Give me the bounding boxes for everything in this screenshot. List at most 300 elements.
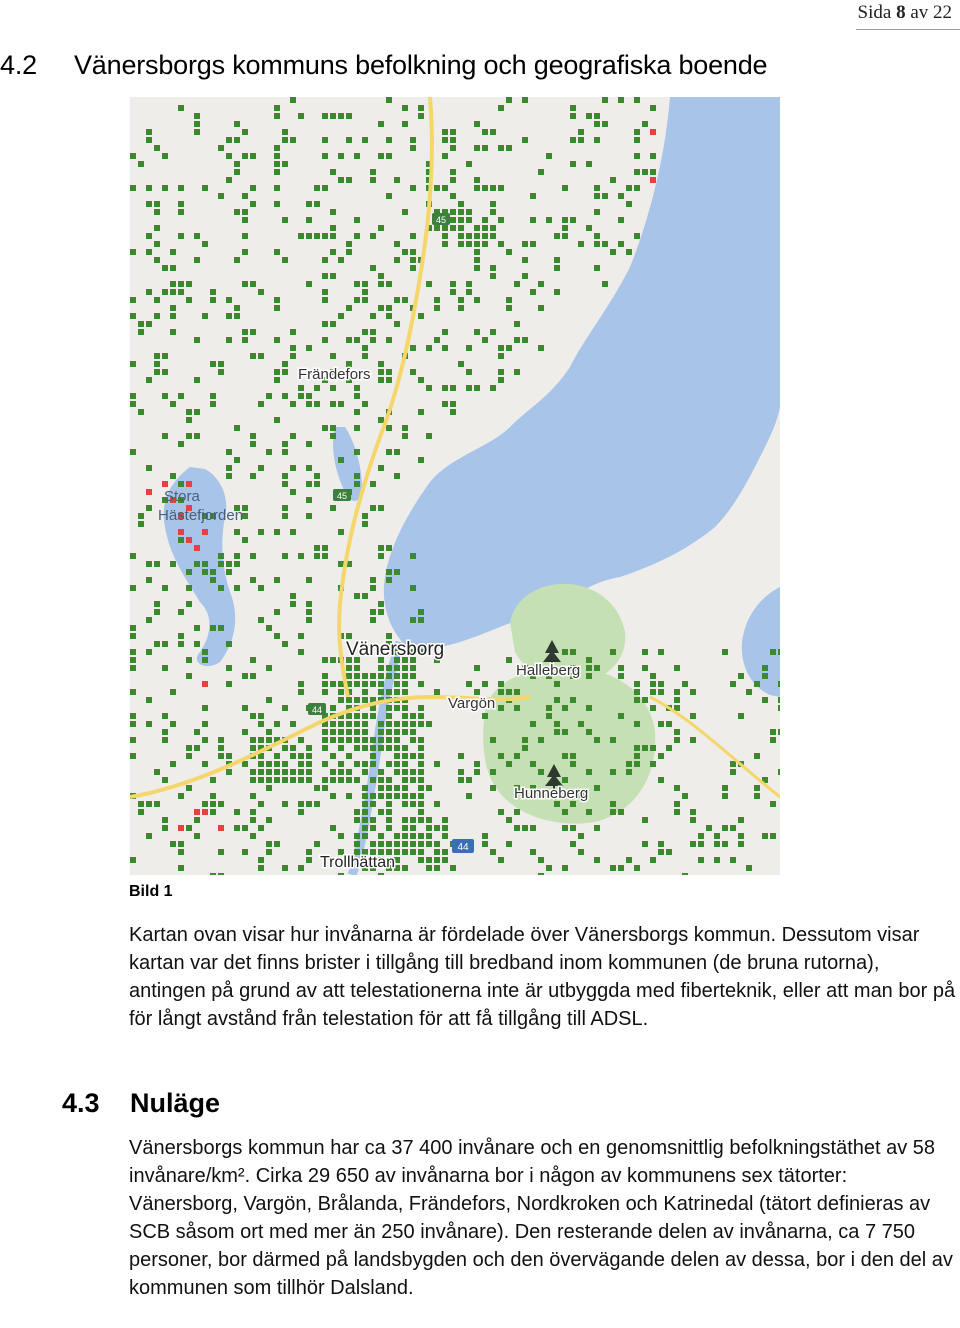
- population-cell: [314, 785, 320, 791]
- population-cell: [594, 113, 600, 119]
- population-cell: [418, 705, 424, 711]
- population-cell: [250, 657, 256, 663]
- population-cell: [138, 329, 144, 335]
- population-cell: [146, 185, 152, 191]
- population-cell: [562, 225, 568, 231]
- population-cell: [178, 209, 184, 215]
- population-cell: [370, 673, 376, 679]
- population-cell: [162, 665, 168, 671]
- population-cell: [146, 137, 152, 143]
- population-cell: [282, 137, 288, 143]
- population-cell: [402, 825, 408, 831]
- population-cell: [346, 249, 352, 255]
- population-cell: [370, 841, 376, 847]
- population-cell: [410, 617, 416, 623]
- population-cell: [322, 689, 328, 695]
- population-cell: [218, 753, 224, 759]
- population-cell: [402, 209, 408, 215]
- population-cell: [306, 849, 312, 855]
- population-cell: [274, 753, 280, 759]
- population-cell: [530, 849, 536, 855]
- population-cell: [602, 121, 608, 127]
- population-cell: [506, 841, 512, 847]
- population-cell: [226, 449, 232, 455]
- population-cell: [266, 849, 272, 855]
- population-cell: [442, 817, 448, 823]
- population-cell: [330, 729, 336, 735]
- population-cell: [242, 233, 248, 239]
- subsection-title: Nuläge: [130, 1088, 221, 1118]
- population-cell: [378, 121, 384, 127]
- population-cell: [490, 273, 496, 279]
- population-cell: [258, 529, 264, 535]
- population-cell: [186, 601, 192, 607]
- population-cell: [250, 281, 256, 287]
- population-cell: [442, 153, 448, 159]
- population-cell: [562, 753, 568, 759]
- population-cell: [658, 841, 664, 847]
- population-cell: [402, 121, 408, 127]
- population-cell: [282, 513, 288, 519]
- population-cell: [250, 769, 256, 775]
- population-cell: [474, 257, 480, 263]
- population-cell: [650, 761, 656, 767]
- population-cell: [386, 137, 392, 143]
- population-cell: [506, 761, 512, 767]
- population-cell: [354, 481, 360, 487]
- population-cell: [306, 777, 312, 783]
- population-cell: [690, 841, 696, 847]
- population-cell: [274, 529, 280, 535]
- population-cell: [202, 561, 208, 567]
- population-cell: [194, 625, 200, 631]
- population-cell: [218, 369, 224, 375]
- population-cell: [362, 689, 368, 695]
- population-cell: [218, 873, 224, 875]
- population-cell: [778, 705, 780, 711]
- population-cell: [210, 793, 216, 799]
- population-cell: [682, 681, 688, 687]
- population-cell: [234, 825, 240, 831]
- population-cell: [306, 497, 312, 503]
- population-cell: [354, 777, 360, 783]
- population-cell: [442, 329, 448, 335]
- population-cell: [298, 865, 304, 871]
- population-cell: [386, 713, 392, 719]
- population-cell: [658, 777, 664, 783]
- population-cell: [490, 209, 496, 215]
- population-cell: [442, 137, 448, 143]
- population-cell: [714, 841, 720, 847]
- population-cell: [426, 721, 432, 727]
- population-cell: [522, 825, 528, 831]
- population-cell: [410, 145, 416, 151]
- population-cell: [498, 241, 504, 247]
- population-cell: [146, 801, 152, 807]
- population-cell: [186, 481, 192, 487]
- population-cell: [474, 249, 480, 255]
- population-cell: [210, 777, 216, 783]
- population-cell: [186, 673, 192, 679]
- population-cell: [602, 193, 608, 199]
- population-cell: [290, 489, 296, 495]
- population-cell: [426, 281, 432, 287]
- population-cell: [466, 241, 472, 247]
- population-cell: [770, 801, 776, 807]
- population-cell: [330, 793, 336, 799]
- population-cell: [290, 721, 296, 727]
- population-cell: [298, 113, 304, 119]
- population-cell: [634, 169, 640, 175]
- population-cell: [514, 705, 520, 711]
- population-cell: [210, 361, 216, 367]
- population-cell: [226, 137, 232, 143]
- population-cell: [162, 737, 168, 743]
- population-cell: [442, 825, 448, 831]
- population-cell: [322, 553, 328, 559]
- population-cell: [242, 281, 248, 287]
- population-cell: [162, 289, 168, 295]
- population-cell: [530, 721, 536, 727]
- population-cell: [138, 321, 144, 327]
- population-cell: [650, 153, 656, 159]
- population-cell: [178, 201, 184, 207]
- population-cell: [202, 185, 208, 191]
- population-cell: [730, 857, 736, 863]
- population-cell: [562, 777, 568, 783]
- population-cell: [754, 681, 760, 687]
- population-cell: [274, 377, 280, 383]
- svg-text:45: 45: [435, 215, 447, 225]
- label-stora: Stora: [164, 488, 200, 505]
- population-cell: [370, 329, 376, 335]
- population-cell: [370, 761, 376, 767]
- population-cell: [354, 729, 360, 735]
- population-cell: [738, 833, 744, 839]
- population-cell: [162, 481, 168, 487]
- population-cell: [402, 785, 408, 791]
- population-cell: [338, 833, 344, 839]
- population-cell: [194, 729, 200, 735]
- population-cell: [250, 817, 256, 823]
- population-cell: [722, 841, 728, 847]
- population-cell: [506, 145, 512, 151]
- population-cell: [378, 281, 384, 287]
- population-cell: [770, 833, 776, 839]
- population-cell: [674, 697, 680, 703]
- population-cell: [514, 369, 520, 375]
- population-cell: [282, 801, 288, 807]
- population-cell: [394, 833, 400, 839]
- population-cell: [466, 209, 472, 215]
- population-cell: [490, 233, 496, 239]
- population-cell: [450, 401, 456, 407]
- population-cell: [594, 137, 600, 143]
- population-cell: [466, 385, 472, 391]
- road-shield-44-south: [452, 839, 474, 853]
- population-cell: [674, 729, 680, 735]
- population-cell: [354, 681, 360, 687]
- population-cell: [330, 209, 336, 215]
- population-cell: [138, 521, 144, 527]
- population-cell: [362, 745, 368, 751]
- population-cell: [130, 857, 136, 863]
- population-cell: [562, 825, 568, 831]
- population-cell: [402, 865, 408, 871]
- population-cell: [218, 625, 224, 631]
- population-cell: [194, 809, 200, 815]
- population-cell: [290, 353, 296, 359]
- population-cell: [362, 833, 368, 839]
- population-cell: [418, 377, 424, 383]
- population-cell: [362, 721, 368, 727]
- population-cell: [458, 753, 464, 759]
- population-cell: [418, 809, 424, 815]
- population-cell: [426, 785, 432, 791]
- population-cell: [418, 713, 424, 719]
- population-cell: [522, 137, 528, 143]
- population-cell: [626, 249, 632, 255]
- population-cell: [306, 753, 312, 759]
- population-cell: [242, 825, 248, 831]
- population-cell: [138, 409, 144, 415]
- population-cell: [338, 153, 344, 159]
- population-cell: [490, 185, 496, 191]
- population-cell: [618, 713, 624, 719]
- population-cell: [570, 113, 576, 119]
- population-cell: [354, 721, 360, 727]
- population-cell: [362, 681, 368, 687]
- population-cell: [370, 233, 376, 239]
- population-cell: [658, 681, 664, 687]
- population-cell: [370, 753, 376, 759]
- population-cell: [354, 233, 360, 239]
- population-cell: [386, 425, 392, 431]
- population-cell: [322, 113, 328, 119]
- population-cell: [242, 153, 248, 159]
- population-cell: [322, 777, 328, 783]
- population-cell: [354, 217, 360, 223]
- population-cell: [306, 769, 312, 775]
- population-cell: [170, 721, 176, 727]
- population-cell: [394, 297, 400, 303]
- population-cell: [410, 185, 416, 191]
- population-cell: [650, 673, 656, 679]
- population-cell: [394, 841, 400, 847]
- population-cell: [242, 849, 248, 855]
- population-cell: [274, 145, 280, 151]
- population-cell: [266, 761, 272, 767]
- population-cell: [578, 721, 584, 727]
- population-cell: [634, 185, 640, 191]
- population-cell: [506, 297, 512, 303]
- population-cell: [594, 265, 600, 271]
- population-cell: [370, 817, 376, 823]
- label-frandefors: Frändefors: [298, 366, 371, 383]
- population-cell: [482, 713, 488, 719]
- population-cell: [322, 289, 328, 295]
- population-cell: [370, 617, 376, 623]
- population-cell: [410, 233, 416, 239]
- population-cell: [698, 857, 704, 863]
- population-cell: [658, 753, 664, 759]
- population-cell: [378, 793, 384, 799]
- population-cell: [458, 361, 464, 367]
- population-cell: [482, 129, 488, 135]
- population-cell: [594, 857, 600, 863]
- population-cell: [154, 601, 160, 607]
- population-cell: [490, 329, 496, 335]
- population-cell: [410, 825, 416, 831]
- population-cell: [474, 297, 480, 303]
- population-cell: [458, 225, 464, 231]
- population-cell: [266, 737, 272, 743]
- population-cell: [562, 185, 568, 191]
- population-cell: [338, 721, 344, 727]
- population-cell: [330, 353, 336, 359]
- population-cell: [250, 433, 256, 439]
- population-cell: [378, 505, 384, 511]
- population-cell: [314, 473, 320, 479]
- population-cell: [578, 833, 584, 839]
- population-cell: [474, 233, 480, 239]
- population-cell: [386, 689, 392, 695]
- population-cell: [346, 305, 352, 311]
- population-cell: [234, 425, 240, 431]
- population-cell: [282, 393, 288, 399]
- population-cell: [178, 793, 184, 799]
- population-cell: [170, 313, 176, 319]
- population-cell: [562, 809, 568, 815]
- population-cell: [370, 481, 376, 487]
- population-cell: [474, 185, 480, 191]
- population-cell: [554, 289, 560, 295]
- population-cell: [330, 169, 336, 175]
- population-cell: [378, 465, 384, 471]
- population-cell: [730, 769, 736, 775]
- population-cell: [282, 865, 288, 871]
- population-cell: [274, 185, 280, 191]
- population-cell: [426, 833, 432, 839]
- population-cell: [314, 185, 320, 191]
- population-cell: [146, 617, 152, 623]
- population-cell: [434, 801, 440, 807]
- population-cell: [618, 241, 624, 247]
- population-cell: [474, 241, 480, 247]
- population-cell: [282, 481, 288, 487]
- population-cell: [610, 649, 616, 655]
- population-cell: [322, 657, 328, 663]
- population-cell: [514, 281, 520, 287]
- population-cell: [282, 369, 288, 375]
- population-cell: [234, 137, 240, 143]
- population-cell: [250, 713, 256, 719]
- population-cell: [538, 769, 544, 775]
- population-cell: [530, 193, 536, 199]
- population-cell: [394, 569, 400, 575]
- population-cell: [298, 769, 304, 775]
- population-cell: [370, 793, 376, 799]
- population-cell: [442, 385, 448, 391]
- population-cell: [770, 737, 776, 743]
- population-cell: [186, 657, 192, 663]
- population-cell: [378, 417, 384, 423]
- population-cell: [762, 665, 768, 671]
- population-cell: [202, 649, 208, 655]
- population-cell: [378, 377, 384, 383]
- population-cell: [154, 769, 160, 775]
- population-cell: [458, 217, 464, 223]
- population-cell: [498, 369, 504, 375]
- population-cell: [330, 433, 336, 439]
- header-rule: [856, 29, 960, 30]
- population-cell: [226, 337, 232, 343]
- population-cell: [394, 793, 400, 799]
- population-cell: [642, 745, 648, 751]
- population-cell: [578, 849, 584, 855]
- population-cell: [130, 737, 136, 743]
- population-cell: [602, 97, 608, 103]
- population-cell: [514, 825, 520, 831]
- population-cell: [586, 113, 592, 119]
- population-cell: [450, 169, 456, 175]
- population-cell: [554, 681, 560, 687]
- population-cell: [450, 177, 456, 183]
- population-cell: [378, 601, 384, 607]
- population-cell: [650, 705, 656, 711]
- population-cell: [234, 121, 240, 127]
- population-cell: [634, 697, 640, 703]
- population-cell: [130, 625, 136, 631]
- label-hunneberg: Hunneberg: [514, 785, 589, 802]
- population-cell: [690, 737, 696, 743]
- population-cell: [346, 721, 352, 727]
- population-cell: [514, 321, 520, 327]
- population-cell: [650, 129, 656, 135]
- population-cell: [402, 297, 408, 303]
- population-cell: [474, 265, 480, 271]
- population-cell: [274, 721, 280, 727]
- population-cell: [618, 673, 624, 679]
- population-cell: [298, 233, 304, 239]
- population-cell: [546, 217, 552, 223]
- population-cell: [202, 705, 208, 711]
- population-cell: [458, 769, 464, 775]
- population-cell: [162, 393, 168, 399]
- population-cell: [386, 337, 392, 343]
- population-cell: [282, 641, 288, 647]
- population-cell: [362, 793, 368, 799]
- population-cell: [250, 777, 256, 783]
- population-cell: [274, 369, 280, 375]
- population-cell: [218, 737, 224, 743]
- population-cell: [274, 769, 280, 775]
- population-cell: [706, 825, 712, 831]
- population-cell: [210, 297, 216, 303]
- population-cell: [266, 625, 272, 631]
- population-cell: [450, 217, 456, 223]
- population-cell: [674, 737, 680, 743]
- population-cell: [474, 761, 480, 767]
- population-cell: [506, 97, 512, 103]
- population-cell: [346, 713, 352, 719]
- population-cell: [570, 697, 576, 703]
- population-cell: [386, 577, 392, 583]
- population-cell: [226, 473, 232, 479]
- population-cell: [194, 433, 200, 439]
- population-cell: [418, 409, 424, 415]
- population-cell: [218, 145, 224, 151]
